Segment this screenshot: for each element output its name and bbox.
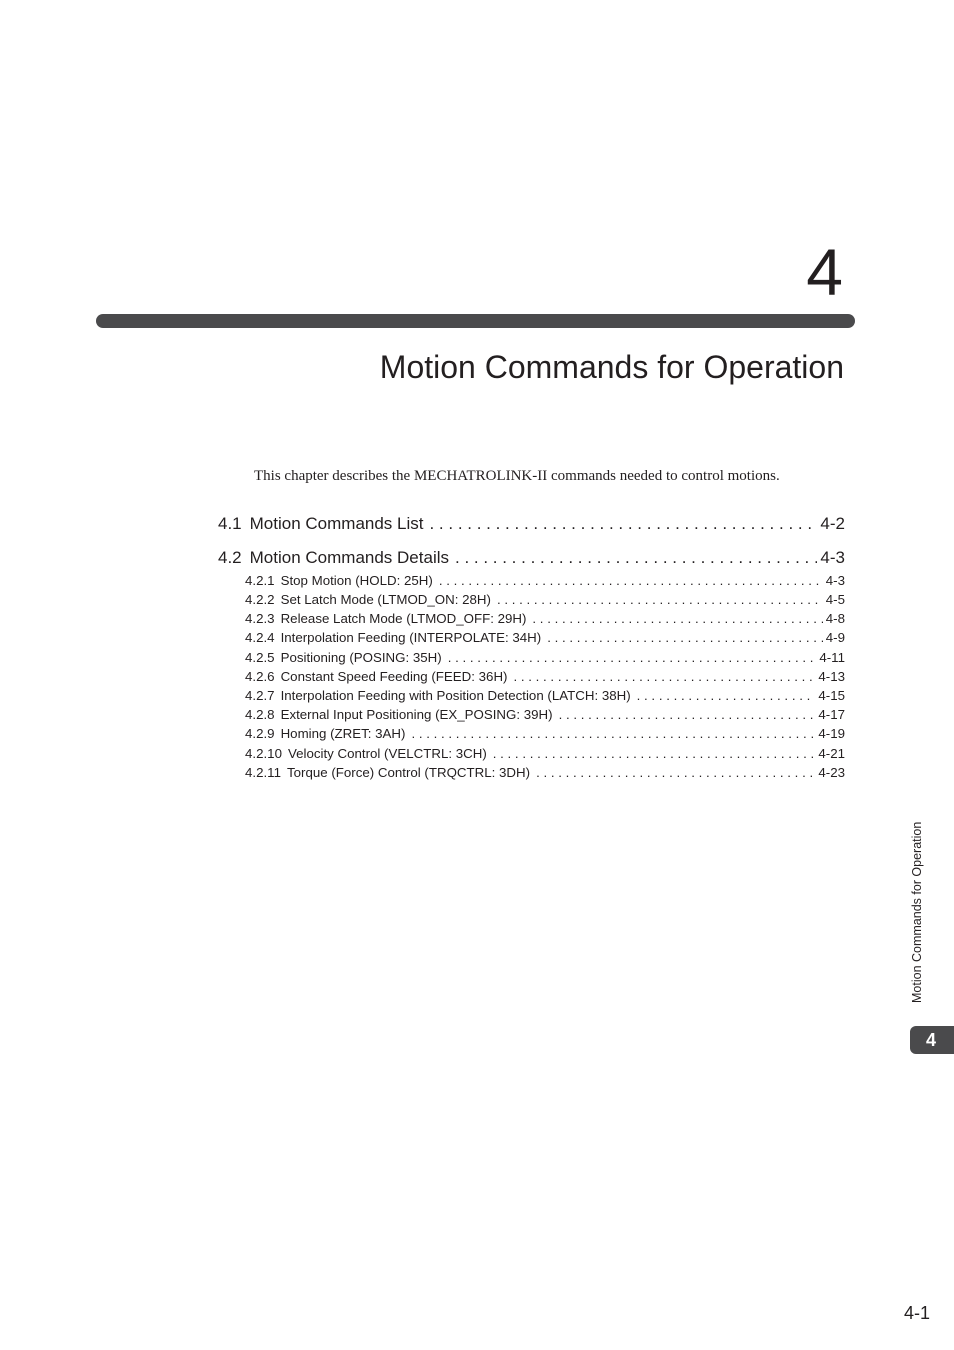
toc-label: Homing (ZRET: 3AH) xyxy=(280,726,406,741)
toc-label: Motion Commands Details xyxy=(249,548,449,567)
chapter-intro: This chapter describes the MECHATROLINK-II commands needed to control motions. xyxy=(254,468,780,484)
toc-entry-4-2[interactable] xyxy=(218,547,845,569)
chapter-divider-bar xyxy=(96,314,855,328)
toc-page-number: 4-11 xyxy=(819,650,845,665)
toc-number: 4.2.2 xyxy=(245,592,275,607)
side-chapter-tab: 4 xyxy=(910,1026,954,1054)
toc-entry-4-2-7[interactable] xyxy=(245,687,845,704)
toc-number: 4.2.4 xyxy=(245,630,275,645)
toc-leader-dots xyxy=(637,687,816,704)
toc-number: 4.2.7 xyxy=(245,688,275,703)
toc-label: Interpolation Feeding with Position Detection (LATCH: 38H) xyxy=(280,688,631,703)
toc-leader-dots xyxy=(429,513,817,535)
toc-entry-4-2-1[interactable] xyxy=(245,572,845,589)
toc-number: 4.1 xyxy=(218,514,242,533)
toc-label: Set Latch Mode (LTMOD_ON: 28H) xyxy=(280,592,491,607)
toc-label: Torque (Force) Control (TRQCTRL: 3DH) xyxy=(286,765,531,780)
toc-entry-4-2-8[interactable] xyxy=(245,706,845,723)
toc-entry-4-2-5[interactable] xyxy=(245,649,845,666)
toc-page-number: 4-3 xyxy=(820,548,845,567)
toc-leader-dots xyxy=(513,668,815,685)
toc-page-number: 4-15 xyxy=(818,688,845,703)
toc-label: External Input Positioning (EX_POSING: 39H) xyxy=(280,707,553,722)
toc-page-number: 4-23 xyxy=(818,765,845,780)
toc-number: 4.2.11 xyxy=(245,765,281,780)
toc-number: 4.2.5 xyxy=(245,650,275,665)
toc-leader-dots xyxy=(559,706,816,723)
chapter-title: Motion Commands for Operation xyxy=(379,349,844,385)
toc-leader-dots xyxy=(547,629,823,646)
toc-entry-4-2-10[interactable] xyxy=(245,745,845,762)
toc-number: 4.2.9 xyxy=(245,726,275,741)
toc-number: 4.2.6 xyxy=(245,669,275,684)
toc-leader-dots xyxy=(493,745,816,762)
toc-label: Constant Speed Feeding (FEED: 36H) xyxy=(280,669,508,684)
toc-leader-dots xyxy=(439,572,823,589)
page-number: 4-1 xyxy=(903,1303,930,1323)
toc-page-number: 4-19 xyxy=(818,726,845,741)
toc-entry-4-2-2[interactable] xyxy=(245,591,845,608)
toc-entry-4-2-3[interactable] xyxy=(245,610,845,627)
toc-entry-4-2-11[interactable] xyxy=(245,764,845,781)
toc-leader-dots xyxy=(536,764,815,781)
toc-number: 4.2.1 xyxy=(245,573,275,588)
toc-label: Stop Motion (HOLD: 25H) xyxy=(280,573,433,588)
side-chapter-label: Motion Commands for Operation xyxy=(910,821,924,1003)
toc-leader-dots xyxy=(532,610,822,627)
toc-number: 4.2.8 xyxy=(245,707,275,722)
toc-leader-dots xyxy=(411,725,815,742)
toc-number: 4.2.10 xyxy=(245,746,282,761)
toc-page-number: 4-8 xyxy=(825,611,845,626)
toc-page-number: 4-2 xyxy=(820,514,845,533)
toc-entry-4-2-6[interactable] xyxy=(245,668,845,685)
toc-entry-4-2-4[interactable] xyxy=(245,629,845,646)
toc-entry-4-2-9[interactable] xyxy=(245,725,845,742)
toc-entry-4-1[interactable] xyxy=(218,513,845,535)
toc-leader-dots xyxy=(448,649,817,666)
toc-page-number: 4-13 xyxy=(818,669,845,684)
toc-page-number: 4-3 xyxy=(825,573,845,588)
toc-label: Motion Commands List xyxy=(249,514,424,533)
toc-leader-dots xyxy=(497,591,823,608)
toc-page-number: 4-21 xyxy=(818,746,845,761)
toc-label: Velocity Control (VELCTRL: 3CH) xyxy=(287,746,487,761)
toc-label: Release Latch Mode (LTMOD_OFF: 29H) xyxy=(280,611,527,626)
toc-number: 4.2.3 xyxy=(245,611,275,626)
toc-page-number: 4-5 xyxy=(825,592,845,607)
toc-label: Positioning (POSING: 35H) xyxy=(280,650,442,665)
toc-label: Interpolation Feeding (INTERPOLATE: 34H) xyxy=(280,630,542,645)
toc-page-number: 4-17 xyxy=(818,707,845,722)
toc-leader-dots xyxy=(455,547,817,569)
toc-number: 4.2 xyxy=(218,548,242,567)
chapter-number: 4 xyxy=(806,235,843,309)
toc-page-number: 4-9 xyxy=(825,630,845,645)
